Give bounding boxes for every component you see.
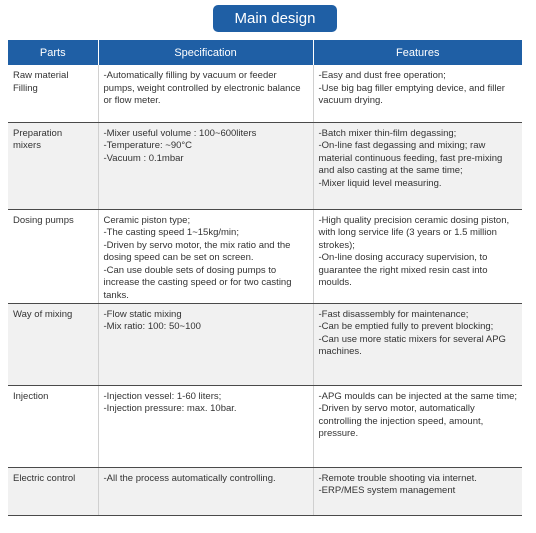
features-line: -On-line fast degassing and mixing; raw material continuous feeding, fast pre-mixing and also casting at the same time; bbox=[318, 140, 503, 176]
features-line: -Fast disassembly for maintenance; bbox=[318, 308, 469, 320]
features-line: -High quality precision ceramic dosing piston, with long service life (3 years or 1.5 million strokes); bbox=[318, 214, 510, 251]
page-title: Main design bbox=[213, 5, 337, 32]
specification-cell bbox=[98, 467, 313, 515]
header-features: Features bbox=[313, 40, 522, 65]
specification-cell bbox=[98, 122, 313, 209]
features-cell bbox=[313, 467, 522, 515]
features-line: -Use big bag filler emptying device, and filler vacuum drying. bbox=[318, 82, 505, 106]
features-line: -Easy and dust free operation; bbox=[318, 70, 446, 81]
specification-line: -All the process automatically controlling. bbox=[103, 472, 276, 484]
features-line: -On-line dosing accuracy supervision, to guarantee the right mixed resin cast into moulds. bbox=[318, 252, 488, 288]
parts-cell bbox=[8, 65, 98, 122]
table-body bbox=[8, 65, 522, 515]
table-row bbox=[8, 467, 522, 515]
parts-cell bbox=[8, 122, 98, 209]
specification-cell bbox=[98, 385, 313, 467]
parts-cell bbox=[8, 209, 98, 303]
specification-line: -Can use double sets of dosing pumps to increase the casting speed or for two casting tanks. bbox=[103, 264, 292, 301]
features-cell bbox=[313, 385, 522, 467]
table-row bbox=[8, 65, 522, 122]
parts-line: Dosing pumps bbox=[13, 214, 74, 226]
specification-line: -Driven by servo motor, the mix ratio and the dosing speed can be set on screen. bbox=[103, 239, 291, 263]
specification-line: -The casting speed 1~15kg/min; bbox=[103, 227, 239, 238]
features-line: -Remote trouble shooting via internet. bbox=[318, 472, 477, 484]
features-line: -Can use more static mixers for several APG machines. bbox=[318, 333, 506, 357]
specification-line: Ceramic piston type; bbox=[103, 214, 191, 226]
specification-line: -Injection vessel: 1-60 liters; bbox=[103, 390, 222, 402]
parts-line: Injection bbox=[13, 390, 49, 402]
features-line: -Mixer liquid level measuring. bbox=[318, 177, 442, 189]
features-cell bbox=[313, 65, 522, 122]
header-parts: Parts bbox=[8, 40, 98, 65]
parts-line: mixers bbox=[13, 140, 41, 151]
parts-line: Way of mixing bbox=[13, 308, 73, 320]
main-design-table bbox=[8, 40, 522, 516]
features-line: -Batch mixer thin-film degassing; bbox=[318, 127, 457, 139]
table-row bbox=[8, 209, 522, 303]
parts-line: Preparation bbox=[13, 127, 63, 139]
features-line: -APG moulds can be injected at the same time; bbox=[318, 390, 518, 402]
features-cell bbox=[313, 303, 522, 385]
features-line: -Driven by servo motor, automatically controlling the injection speed, amount, pressure. bbox=[318, 403, 484, 439]
parts-line: Filling bbox=[13, 82, 38, 94]
header-specification: Specification bbox=[98, 40, 313, 65]
features-cell bbox=[313, 122, 522, 209]
table-row bbox=[8, 122, 522, 209]
specification-line: -Mix ratio: 100: 50~100 bbox=[103, 321, 201, 332]
parts-cell bbox=[8, 467, 98, 515]
parts-cell bbox=[8, 385, 98, 467]
features-line: -Can be emptied fully to prevent blocking; bbox=[318, 321, 494, 332]
table-row bbox=[8, 385, 522, 467]
parts-line: Electric control bbox=[13, 472, 76, 484]
table-row bbox=[8, 303, 522, 385]
specification-line: -Temperature: ~90°C bbox=[103, 140, 193, 151]
specification-cell bbox=[98, 65, 313, 122]
specification-line: -Mixer useful volume : 100~600liters bbox=[103, 127, 257, 139]
specification-cell bbox=[98, 209, 313, 303]
table-header-row bbox=[8, 40, 522, 65]
specification-cell bbox=[98, 303, 313, 385]
features-cell bbox=[313, 209, 522, 303]
specification-line: -Automatically filling by vacuum or feeder pumps, weight controlled by electronic balance or flow meter. bbox=[103, 70, 301, 106]
specification-line: -Flow static mixing bbox=[103, 308, 182, 320]
parts-line: Raw material bbox=[13, 70, 69, 81]
features-line: -ERP/MES system management bbox=[318, 485, 456, 496]
specification-line: -Vacuum : 0.1mbar bbox=[103, 152, 184, 164]
specification-line: -Injection pressure: max. 10bar. bbox=[103, 403, 237, 414]
parts-cell bbox=[8, 303, 98, 385]
